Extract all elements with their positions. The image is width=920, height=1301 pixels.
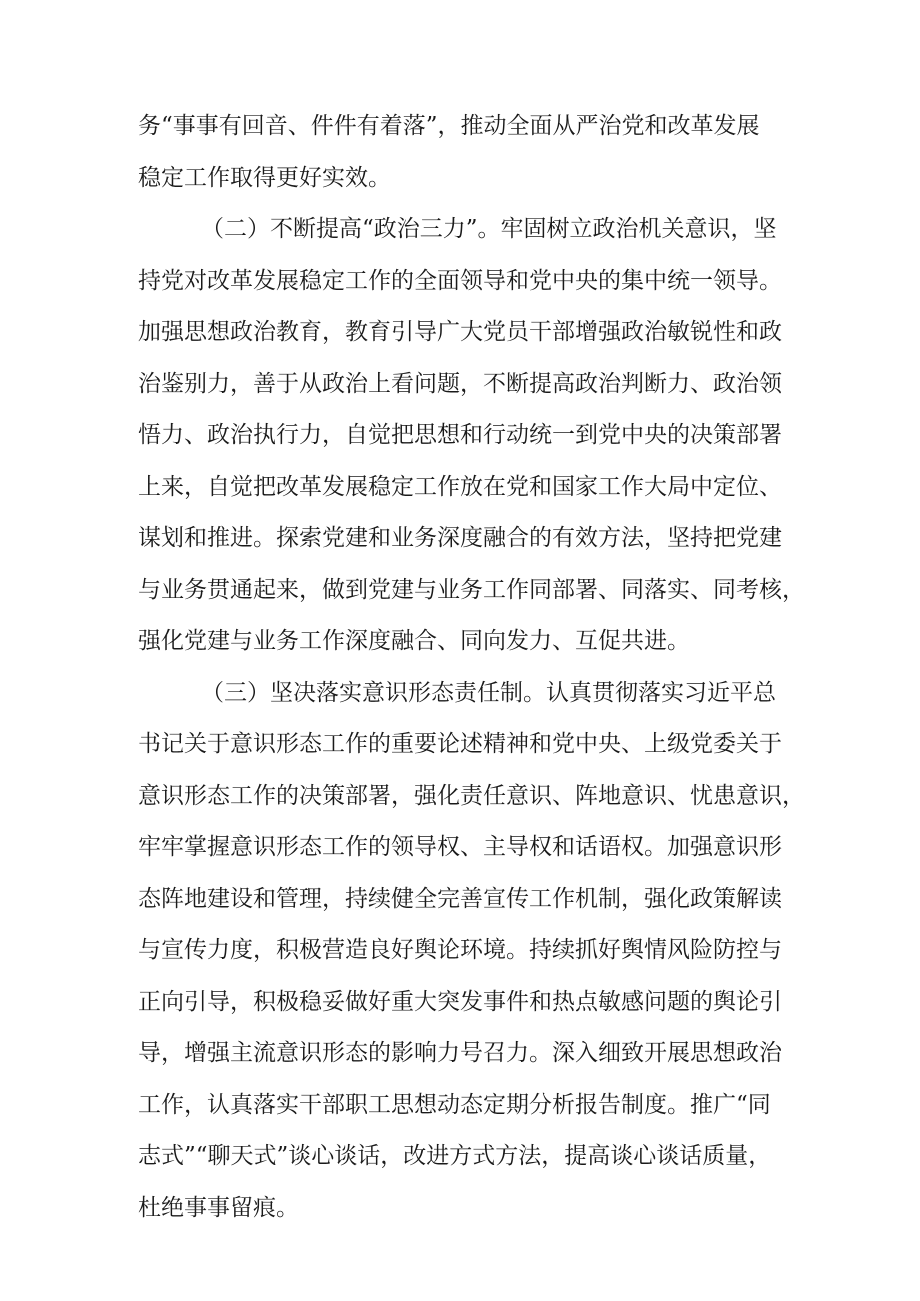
paragraph-heading-line: （二）不断提高“政治三力”。牢固树立政治机关意识，坚: [201, 216, 777, 242]
text-line: 与业务贯通起来，做到党建与业务工作同部署、同落实、同考核，: [138, 577, 805, 603]
text-line: 工作，认真落实干部职工思想动态定期分析报告制度。推广“同: [138, 1092, 771, 1118]
text-line: 与宣传力度，积极营造良好舆论环境。持续抓好舆情风险防控与: [138, 937, 782, 963]
text-line: 态阵地建设和管理，持续健全完善宣传工作机制，强化政策解读: [138, 886, 782, 912]
text-line: 稳定工作取得更好实效。: [138, 165, 391, 191]
text-line: 意识形态工作的决策部署，强化责任意识、阵地意识、忧患意识，: [138, 783, 805, 809]
text-line: 谋划和推进。探索党建和业务深度融合的有效方法，坚持把党建: [138, 525, 782, 551]
text-line: 志式”“聊天式”谈心谈话，改进方式方法，提高谈心谈话质量，: [138, 1143, 772, 1169]
text-line: 杜绝事事留痕。: [138, 1195, 299, 1221]
text-line: 牢牢掌握意识形态工作的领导权、主导权和话语权。加强意识形: [138, 834, 782, 860]
text-line: 治鉴别力，善于从政治上看问题，不断提高政治判断力、政治领: [138, 371, 782, 397]
text-line: 悟力、政治执行力，自觉把思想和行动统一到党中央的决策部署: [138, 422, 782, 448]
text-line: 上来，自觉把改革发展稳定工作放在党和国家工作大局中定位、: [138, 474, 782, 500]
text-line: 持党对改革发展稳定工作的全面领导和党中央的集中统一领导。: [138, 268, 782, 294]
text-line: 书记关于意识形态工作的重要论述精神和党中央、上级党委关于: [138, 731, 782, 757]
text-line: 导，增强主流意识形态的影响力号召力。深入细致开展思想政治: [138, 1040, 782, 1066]
text-line: 强化党建与业务工作深度融合、同向发力、互促共进。: [138, 628, 690, 654]
text-line: 务“事事有回音、件件有着落”，推动全面从严治党和改革发展: [138, 113, 760, 139]
paragraph-heading-line: （三）坚决落实意识形态责任制。认真贯彻落实习近平总: [201, 680, 776, 706]
text-line: 加强思想政治教育，教育引导广大党员干部增强政治敏锐性和政: [138, 319, 782, 345]
text-line: 正向引导，积极稳妥做好重大突发事件和热点敏感问题的舆论引: [138, 989, 782, 1015]
